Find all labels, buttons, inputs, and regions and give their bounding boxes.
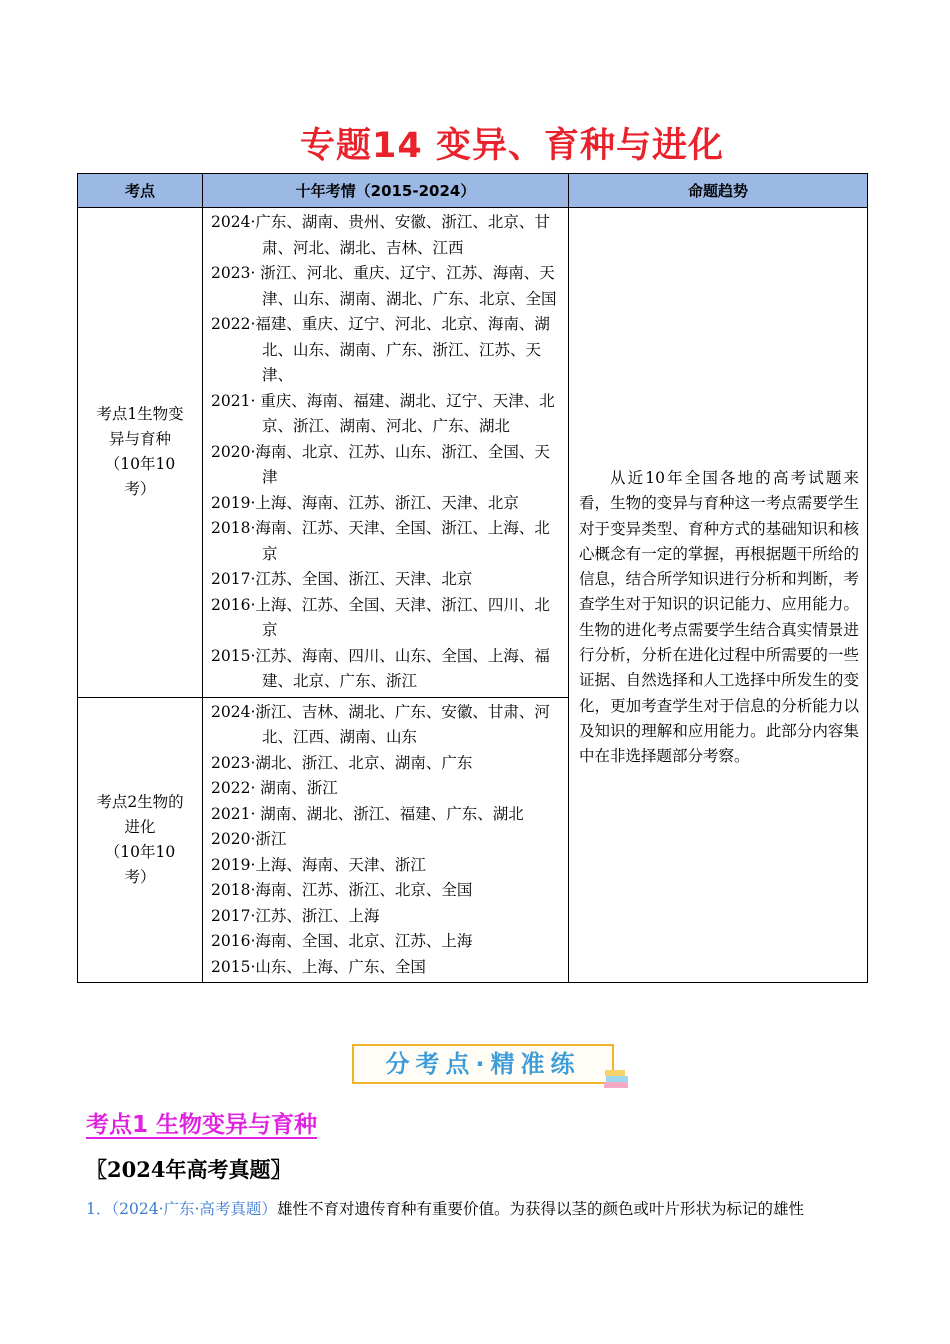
history-entry: 2018·海南、江苏、天津、全国、浙江、上海、北京	[211, 519, 550, 563]
kaodian-line: （10年10	[104, 842, 176, 861]
header-history: 十年考情（2015-2024）	[203, 174, 569, 208]
history-entry: 2020·海南、北京、江苏、山东、浙江、全国、天津	[211, 442, 550, 486]
history-entry: 2015·山东、上海、广东、全国	[211, 957, 426, 976]
kaodian-cell-2	[78, 697, 203, 983]
history-entry: 2022·福建、重庆、辽宁、河北、北京、海南、湖北、山东、湖南、广东、浙江、江苏、天津、	[211, 315, 550, 384]
question-source: （2024·广东·高考真题）	[111, 1200, 277, 1218]
kaodian-cell-1	[78, 208, 203, 698]
kaodian-line: 异与育种	[108, 430, 171, 449]
history-entry: 2019·上海、海南、江苏、浙江、天津、北京	[211, 493, 519, 512]
history-entry: 2018·海南、江苏、浙江、北京、全国	[211, 881, 473, 899]
history-entry: 2021· 重庆、海南、福建、湖北、辽宁、天津、北京、浙江、湖南、河北、广东、湖北	[211, 391, 555, 435]
practice-badge: 分考点·精准练	[352, 1044, 614, 1084]
history-entry: 2023·湖北、浙江、北京、湖南、广东	[211, 753, 473, 772]
history-entry: 2017·江苏、全国、浙江、天津、北京	[211, 570, 473, 588]
history-entry: 2024·广东、湖南、贵州、安徽、浙江、北京、甘肃、河北、湖北、吉林、江西	[211, 213, 550, 257]
header-kaodian: 考点	[78, 174, 203, 208]
history-cell-1	[203, 208, 569, 698]
kaodian-line: 考点2生物的	[96, 792, 184, 811]
table-header-row	[78, 174, 868, 208]
history-entry: 2023· 浙江、河北、重庆、辽宁、江苏、海南、天津、山东、湖南、湖北、广东、北京、全国	[211, 264, 557, 308]
question-text: 雄性不育对遗传育种有重要价值。为获得以茎的颜色或叶片形状为标记的雄性	[276, 1200, 804, 1218]
exam-analysis-table	[77, 173, 868, 983]
table-row	[78, 208, 868, 698]
history-entry: 2016·海南、全国、北京、江苏、上海	[211, 932, 473, 950]
section-heading: 考点1 生物变异与育种	[86, 1112, 318, 1138]
history-entry: 2015·江苏、海南、四川、山东、全国、上海、福建、北京、广东、浙江	[211, 646, 550, 690]
kaodian-line: （10年10	[104, 455, 176, 474]
header-trend: 命题趋势	[569, 174, 868, 208]
history-entry: 2019·上海、海南、天津、浙江	[211, 855, 426, 874]
history-entry: 2021· 湖南、湖北、浙江、福建、广东、湖北	[211, 804, 524, 823]
history-entry: 2016·上海、江苏、全国、天津、浙江、四川、北京	[211, 595, 550, 639]
question-1	[86, 1197, 804, 1219]
kaodian-line: 考）	[124, 480, 156, 499]
history-entry: 2017·江苏、浙江、上海	[211, 906, 380, 925]
history-entry: 2022· 湖南、浙江	[211, 779, 338, 797]
history-cell-2	[203, 697, 569, 983]
trend-cell: 从近10年全国各地的高考试题来看，生物的变异与育种这一考点需要学生对于变异类型、育种方式的基础知识和核心概念有一定的掌握，再根据题干所给的信息，结合所学知识进行分析和判断，考查学生对于知识的识记能力、应用能力。生物的进化考点需要学生结合真实情景进行分析，分析在进化过程中所需要的一些证据、自然选择和人工选择中所发生的变化，更加考查学生对于信息的分析能力以及知识的理解和应用能力。此部分内容集中在非选择题部分考察。	[569, 208, 868, 983]
history-entry: 2020·浙江	[211, 830, 287, 848]
document-title: 专题14 变异、育种与进化	[300, 126, 724, 166]
kaodian-line: 进化	[124, 817, 156, 836]
question-number: 1．	[86, 1200, 112, 1218]
books-icon	[602, 1068, 632, 1090]
history-entry: 2024·浙江、吉林、湖北、广东、安徽、甘肃、河北、江西、湖南、山东	[211, 702, 550, 746]
year-subheading: 〖2024年高考真题〗	[86, 1157, 292, 1182]
kaodian-line: 考点1生物变	[96, 405, 184, 424]
kaodian-line: 考）	[124, 867, 156, 886]
